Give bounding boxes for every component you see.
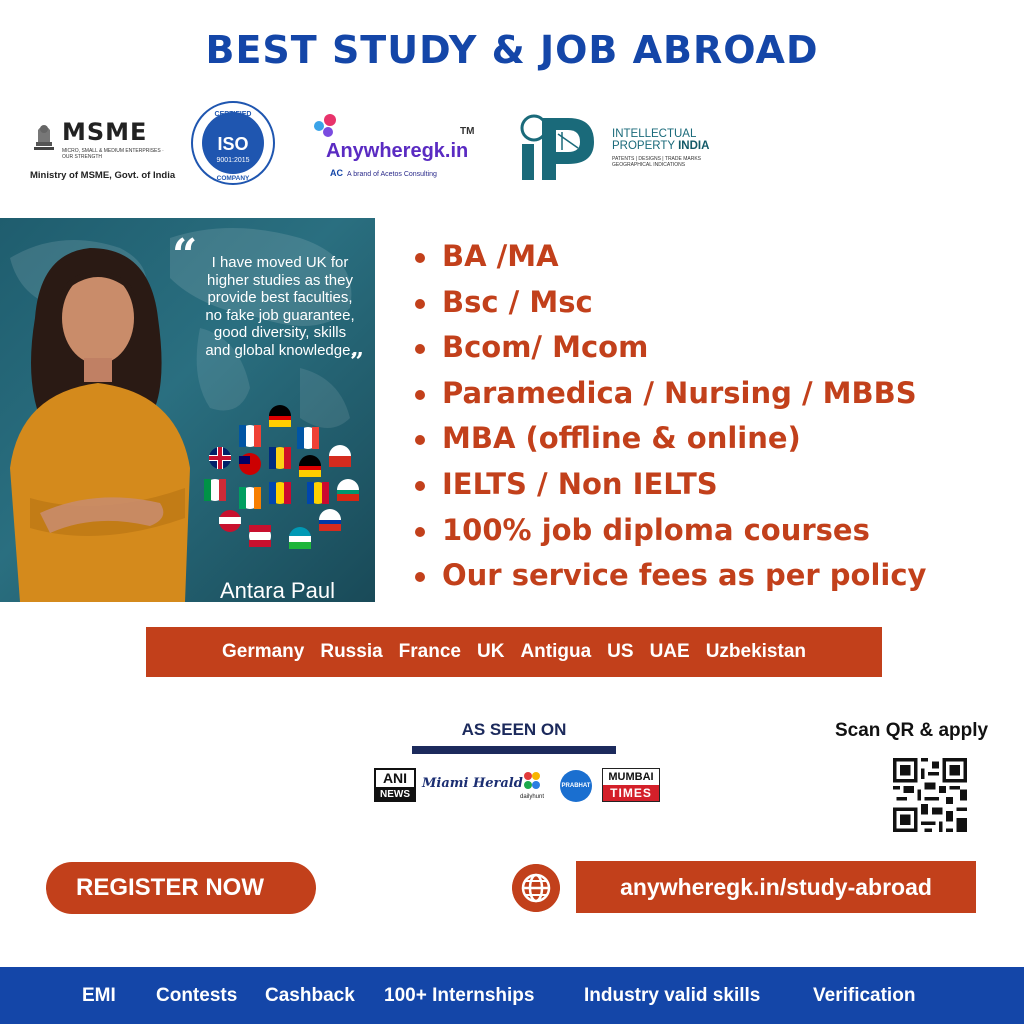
- country-uzbekistan: Uzbekistan: [705, 641, 806, 662]
- course-item: IELTS / Non IELTS: [412, 462, 926, 508]
- anywheregk-name: Anywheregk.in: [326, 140, 469, 162]
- ip-line2: PROPERTY: [612, 140, 675, 152]
- ip-india-subtitle: PATENTS | DESIGNS | TRADE MARKS GEOGRAPHICAL INDICATIONS: [612, 156, 702, 168]
- dailyhunt-text: dailyhunt: [519, 794, 545, 800]
- msme-logo: [28, 118, 178, 184]
- iso-certified-badge: [190, 100, 276, 186]
- footer-item-cashback: Cashback: [265, 985, 355, 1006]
- msme-caption: Ministry of MSME, Govt. of India: [30, 170, 176, 181]
- footer-item-industry-skills: Industry valid skills: [584, 985, 761, 1006]
- testimonial-quote: I have moved UK for higher studies as they provide best faculties, no fake job guarantee, good diversity, skills and global knowledge.: [205, 254, 355, 359]
- course-item: Bsc / Msc: [412, 280, 926, 326]
- mumbai-times-logo: [602, 768, 660, 802]
- iso-top-text: CERTIFIED: [214, 111, 252, 118]
- ani-news-logo: [374, 768, 416, 802]
- footer-features-bar: [0, 967, 1024, 1024]
- footer-item-verification: Verification: [813, 985, 916, 1006]
- mumbai-top: MUMBAI: [608, 771, 654, 783]
- course-item: Our service fees as per policy: [412, 553, 926, 599]
- ani-top: ANI: [382, 770, 408, 786]
- iso-bottom-text: COMPANY: [216, 175, 250, 182]
- globe-icon: [512, 864, 560, 912]
- testimonial-name: Antara Paul: [220, 578, 335, 603]
- register-now-button[interactable]: REGISTER NOW: [46, 862, 316, 914]
- footer-item-internships: 100+ Internships: [384, 985, 535, 1006]
- as-seen-on-underline: [412, 746, 616, 754]
- ip-line2-bold: INDIA: [678, 140, 710, 152]
- scan-qr-label: Scan QR & apply: [835, 720, 989, 741]
- ip-line1: INTELLECTUAL: [612, 128, 697, 140]
- ip-india-title: [612, 128, 709, 152]
- course-item: Paramedica / Nursing / MBBS: [412, 371, 926, 417]
- acetos-mark: AC: [330, 168, 343, 178]
- miami-herald-logo: Miami Herald: [422, 776, 523, 791]
- iso-number-text: 9001:2015: [216, 157, 250, 164]
- quote-open-icon: “: [172, 230, 198, 281]
- msme-subtitle: MICRO, SMALL & MEDIUM ENTERPRISES · OUR STRENGTH: [62, 148, 164, 160]
- anywheregk-dots-icon: [310, 112, 340, 142]
- iso-badge-icon: [190, 100, 276, 186]
- study-abroad-link[interactable]: anywheregk.in/study-abroad: [576, 861, 976, 913]
- anywheregk-brand-line: [330, 168, 437, 178]
- mumbai-bottom: TIMES: [603, 785, 659, 801]
- course-item: MBA (offline & online): [412, 416, 926, 462]
- as-seen-on-title: AS SEEN ON: [461, 720, 567, 739]
- course-item: 100% job diploma courses: [412, 508, 926, 554]
- quote-close-icon: ”: [350, 347, 364, 376]
- msme-wordmark: MSME: [62, 118, 148, 146]
- footer-item-emi: EMI: [82, 985, 116, 1006]
- anywheregk-tm: TM: [460, 126, 475, 137]
- course-item: Bcom/ Mcom: [412, 325, 926, 371]
- ani-bottom: NEWS: [376, 787, 414, 802]
- ip-india-mark-icon: [518, 114, 600, 182]
- prabhat-logo: PRABHAT: [560, 770, 592, 802]
- anywheregk-logo: [310, 112, 490, 184]
- acetos-text: A brand of Acetos Consulting: [347, 171, 437, 178]
- country-france: France: [398, 641, 461, 662]
- page-title: BEST STUDY & JOB ABROAD: [205, 28, 819, 72]
- national-emblem-icon: [30, 120, 58, 154]
- course-list: [412, 234, 926, 599]
- dailyhunt-icon: [516, 770, 548, 794]
- country-russia: Russia: [320, 641, 383, 662]
- iso-center-text: ISO: [217, 134, 249, 154]
- country-germany: Germany: [221, 641, 305, 662]
- dailyhunt-logo: [516, 770, 548, 804]
- country-uk: UK: [476, 641, 505, 662]
- course-item: BA /MA: [412, 234, 926, 280]
- qr-code-icon[interactable]: [893, 758, 967, 832]
- country-antigua: Antigua: [520, 641, 592, 662]
- country-us: US: [607, 641, 634, 662]
- ip-india-logo: [518, 114, 728, 184]
- country-uae: UAE: [649, 641, 690, 662]
- footer-item-contests: Contests: [156, 985, 238, 1006]
- countries-bar: [146, 627, 882, 677]
